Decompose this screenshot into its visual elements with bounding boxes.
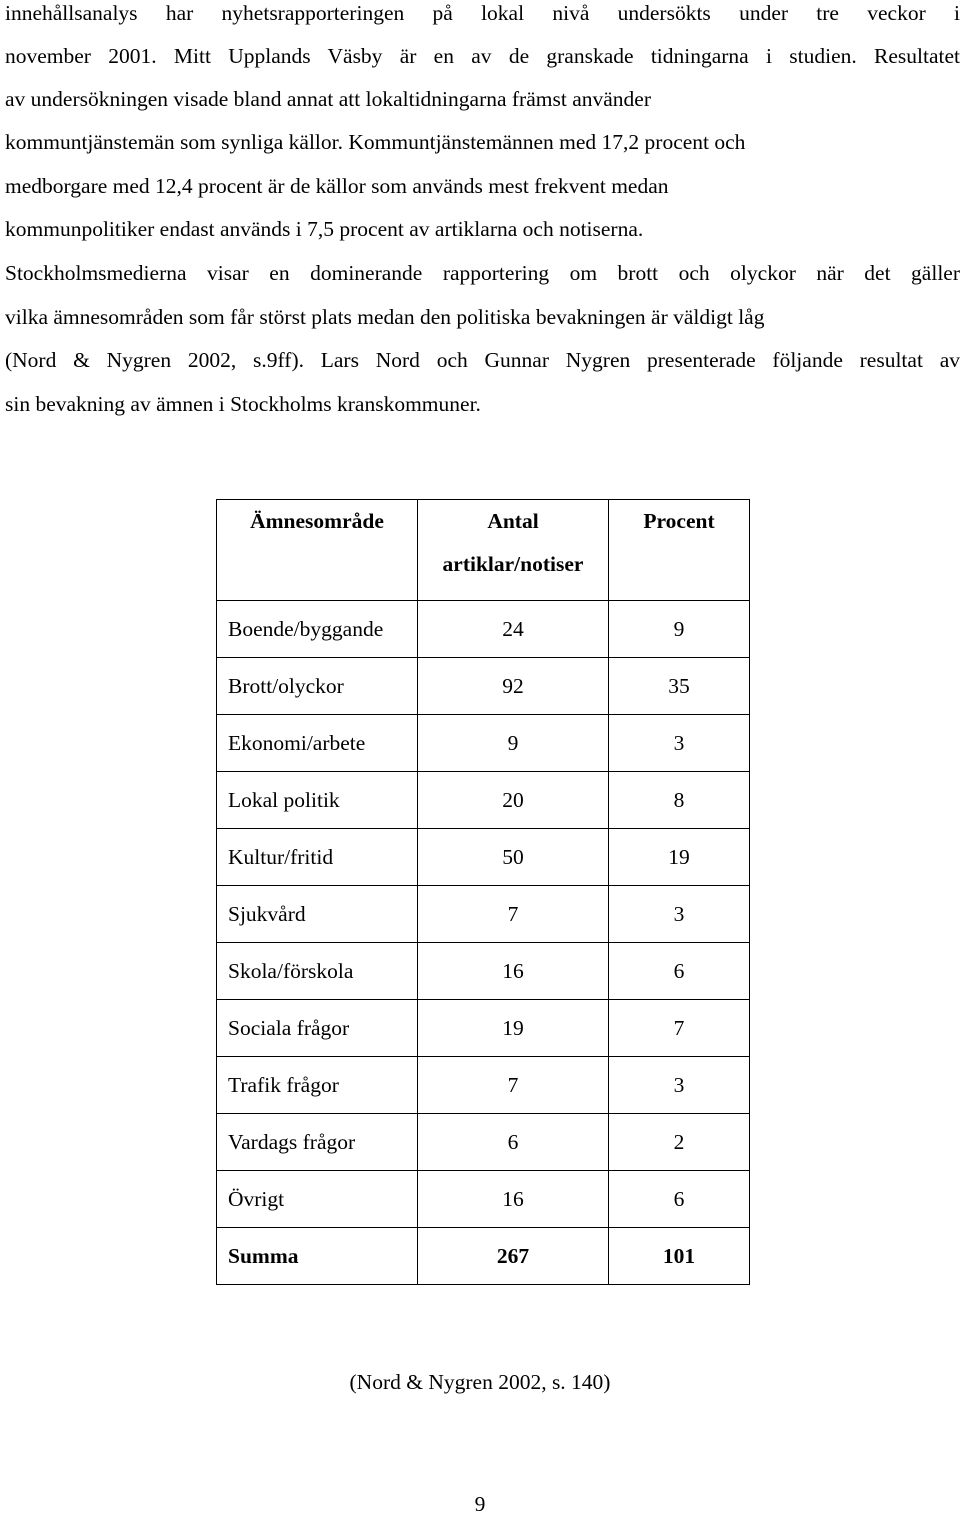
- paragraph-line: vilka ämnesområden som får störst plats medan den politiska bevakningen är väldigt låg: [5, 305, 765, 329]
- row-count: 7: [418, 886, 609, 943]
- row-percent: 2: [609, 1114, 750, 1171]
- row-percent: 9: [609, 601, 750, 658]
- table-row: [217, 658, 750, 715]
- table-row: [217, 943, 750, 1000]
- row-count: 9: [418, 715, 609, 772]
- row-topic: Skola/förskola: [217, 943, 418, 1000]
- row-count: 6: [418, 1114, 609, 1171]
- row-topic: Lokal politik: [217, 772, 418, 829]
- paragraph-line: av undersökningen visade bland annat att lokaltidningarna främst använder: [5, 87, 651, 111]
- row-topic: Boende/byggande: [217, 601, 418, 658]
- sum-count: 267: [418, 1228, 609, 1285]
- row-percent: 8: [609, 772, 750, 829]
- row-count: 92: [418, 658, 609, 715]
- row-percent: 19: [609, 829, 750, 886]
- row-topic: Kultur/fritid: [217, 829, 418, 886]
- paragraph-line: (Nord & Nygren 2002, s.9ff). Lars Nord och Gunnar Nygren presenterade följande resultat av: [5, 348, 960, 372]
- row-percent: 7: [609, 1000, 750, 1057]
- page-number: 9: [474, 1492, 486, 1516]
- row-percent: 35: [609, 658, 750, 715]
- row-count: 50: [418, 829, 609, 886]
- row-count: 16: [418, 1171, 609, 1228]
- table-row: [217, 886, 750, 943]
- row-count: 7: [418, 1057, 609, 1114]
- row-topic: Brott/olyckor: [217, 658, 418, 715]
- row-percent: 6: [609, 1171, 750, 1228]
- sum-percent: 101: [609, 1228, 750, 1285]
- table-source-citation: (Nord & Nygren 2002, s. 140): [349, 1370, 611, 1394]
- paragraph-line: kommunpolitiker endast används i 7,5 procent av artiklarna och notiserna.: [5, 217, 644, 241]
- table-row: [217, 772, 750, 829]
- header-topic: Ämnesområde: [217, 500, 418, 601]
- row-count: 20: [418, 772, 609, 829]
- row-percent: 3: [609, 1057, 750, 1114]
- row-topic: Sociala frågor: [217, 1000, 418, 1057]
- topic-table: [216, 499, 750, 1285]
- row-topic: Trafik frågor: [217, 1057, 418, 1114]
- row-count: 24: [418, 601, 609, 658]
- row-count: 16: [418, 943, 609, 1000]
- paragraph-line: Stockholmsmedierna visar en dominerande rapportering om brott och olyckor när det gäller: [5, 261, 960, 285]
- paragraph-line: november 2001. Mitt Upplands Väsby är en av de granskade tidningarna i studien. Resultatet: [5, 44, 960, 68]
- table-row: [217, 1171, 750, 1228]
- row-topic: Sjukvård: [217, 886, 418, 943]
- sum-label: Summa: [217, 1228, 418, 1285]
- table-row: [217, 1057, 750, 1114]
- table-row: [217, 1114, 750, 1171]
- table-row: [217, 715, 750, 772]
- table-row: [217, 601, 750, 658]
- table-row: [217, 1000, 750, 1057]
- table-header-row: [217, 500, 750, 601]
- paragraph-line: innehållsanalys har nyhetsrapporteringen på lokal nivå undersökts under tre veckor i: [5, 1, 960, 25]
- paragraph-line: kommuntjänstemän som synliga källor. Kommuntjänstemännen med 17,2 procent och: [5, 130, 746, 154]
- paragraph-line: sin bevakning av ämnen i Stockholms kranskommuner.: [5, 392, 481, 416]
- row-percent: 3: [609, 886, 750, 943]
- row-topic: Övrigt: [217, 1171, 418, 1228]
- header-count: Antal artiklar/notiser: [418, 500, 609, 601]
- row-percent: 6: [609, 943, 750, 1000]
- row-count: 19: [418, 1000, 609, 1057]
- row-topic: Ekonomi/arbete: [217, 715, 418, 772]
- row-topic: Vardags frågor: [217, 1114, 418, 1171]
- table-row: [217, 829, 750, 886]
- header-percent: Procent: [609, 500, 750, 601]
- row-percent: 3: [609, 715, 750, 772]
- paragraph-line: medborgare med 12,4 procent är de källor som används mest frekvent medan: [5, 174, 669, 198]
- table-sum-row: [217, 1228, 750, 1285]
